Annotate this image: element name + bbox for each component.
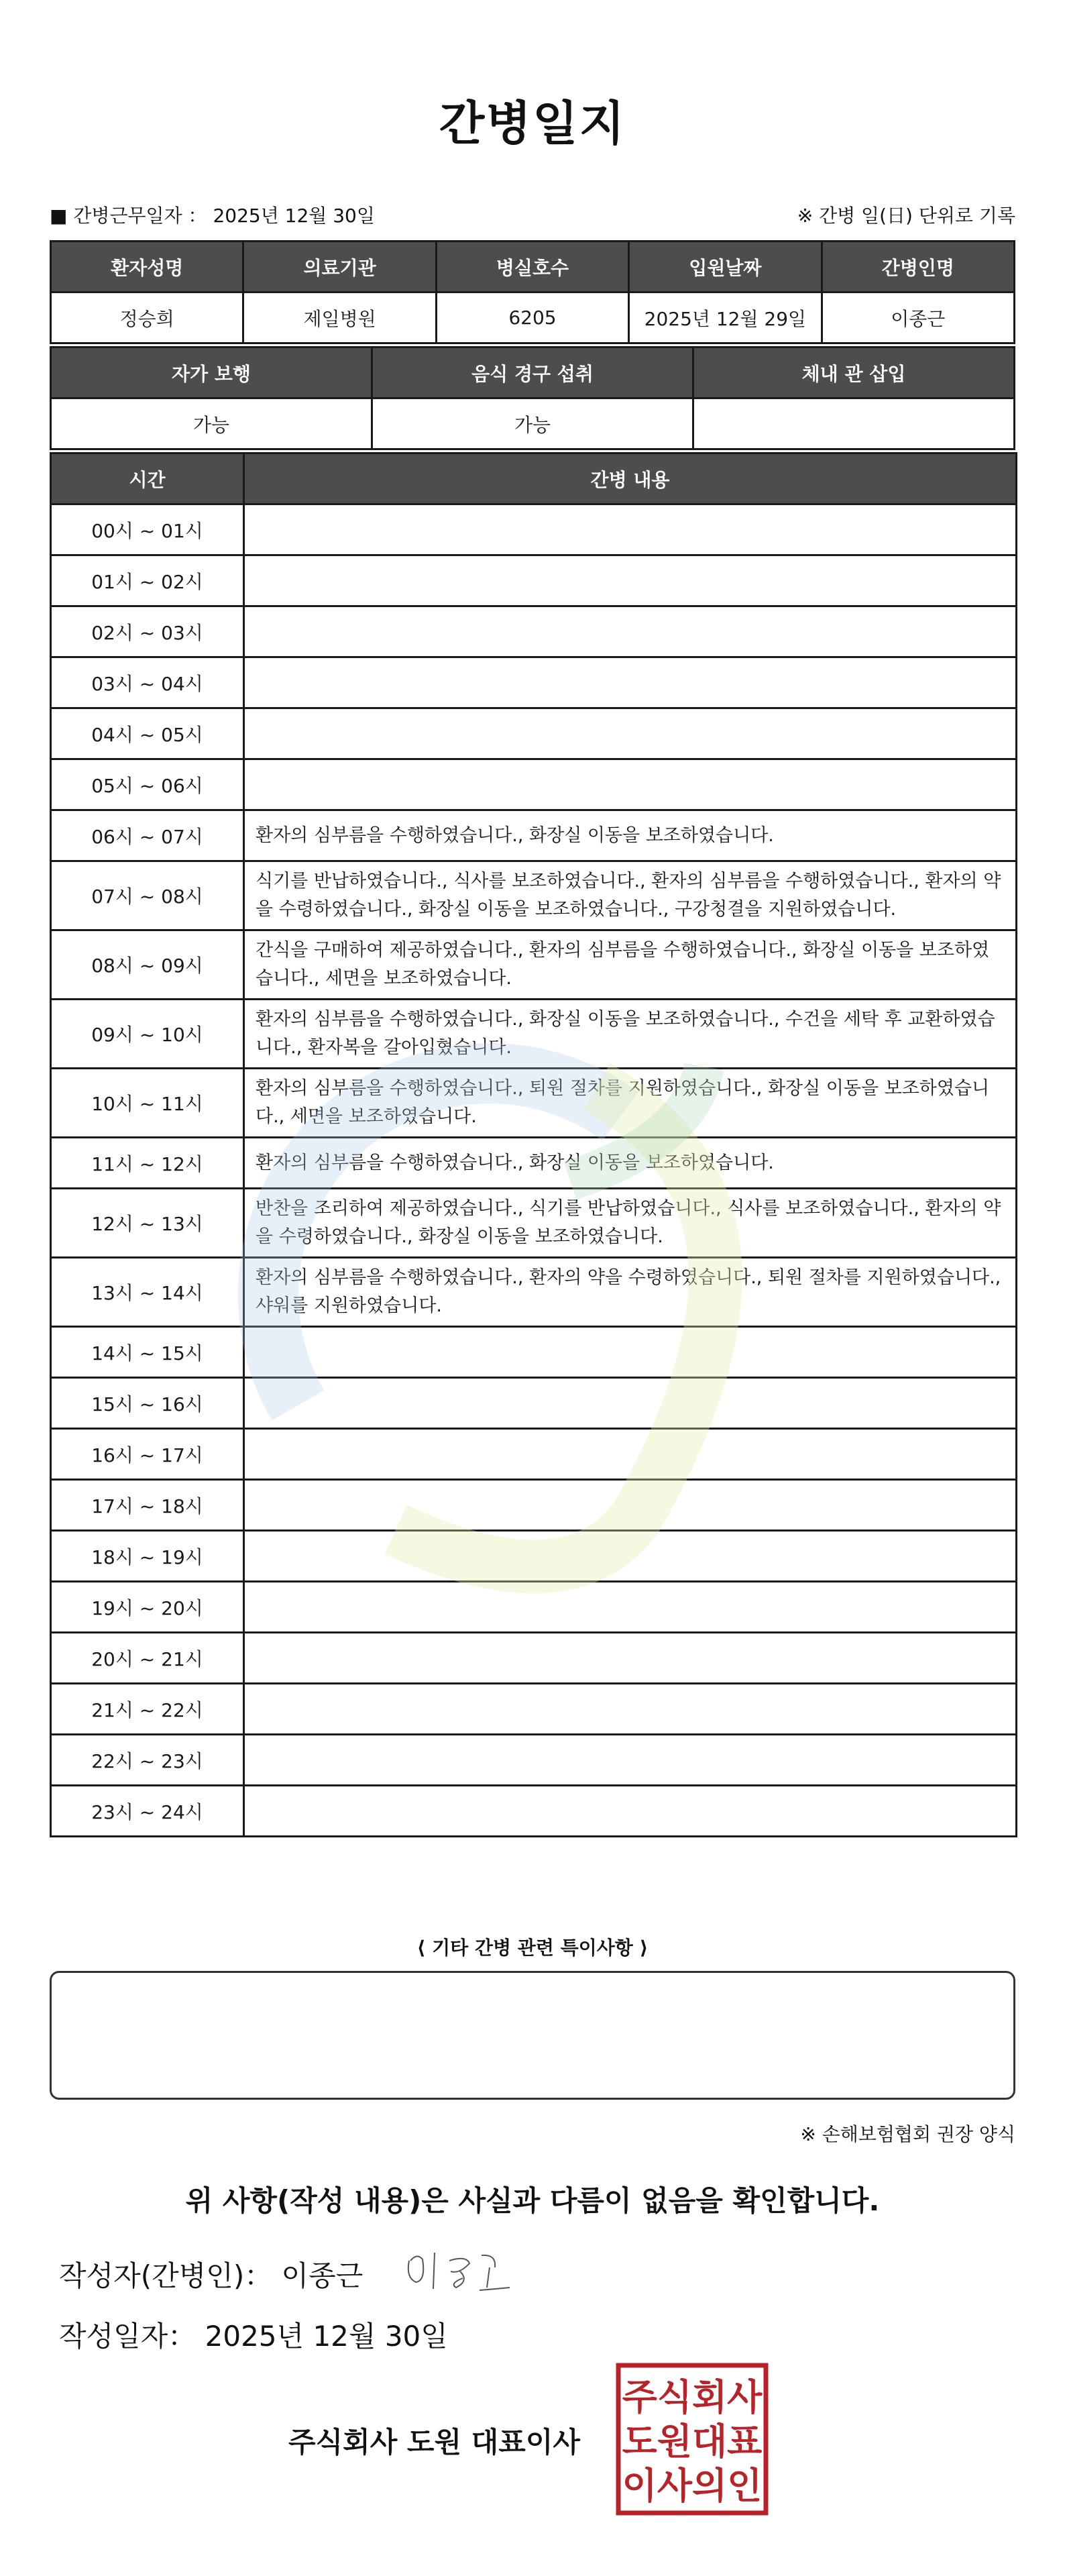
schedule-content: 환자의 심부름을 수행하였습니다., 퇴원 절차를 지원하였습니다., 화장실 이동을 보조하였습니다., 세면을 보조하였습니다.: [244, 1069, 1017, 1138]
schedule-row: [51, 1378, 1017, 1429]
schedule-content: [244, 1735, 1017, 1786]
hospital-value: 제일병원: [243, 292, 436, 343]
schedule-time: 16시 ~ 17시: [51, 1429, 244, 1480]
header-care-content: 간병 내용: [244, 453, 1017, 504]
header-tube: 체내 관 삽입: [693, 347, 1015, 398]
schedule-row: [51, 555, 1017, 606]
schedule-time: 15시 ~ 16시: [51, 1378, 244, 1429]
schedule-row: [51, 708, 1017, 759]
schedule-time: 04시 ~ 05시: [51, 708, 244, 759]
patient-status-table: [50, 346, 1015, 450]
signature: [402, 2241, 516, 2301]
schedule-time: 13시 ~ 14시: [51, 1258, 244, 1327]
schedule-time: 21시 ~ 22시: [51, 1684, 244, 1735]
schedule-time: 09시 ~ 10시: [51, 1000, 244, 1069]
schedule-content: [244, 1531, 1017, 1582]
header-room: 병실호수: [436, 241, 628, 292]
care-schedule-table: [50, 452, 1017, 1837]
unit-note: ※ 간병 일(日) 단위로 기록: [797, 205, 1015, 227]
schedule-time: 20시 ~ 21시: [51, 1633, 244, 1684]
schedule-time: 06시 ~ 07시: [51, 810, 244, 861]
schedule-row: [51, 930, 1017, 1000]
schedule-row: [51, 1684, 1017, 1735]
schedule-row: [51, 1138, 1017, 1189]
schedule-content: [244, 1327, 1017, 1378]
schedule-time: 07시 ~ 08시: [51, 861, 244, 930]
schedule-time: 17시 ~ 18시: [51, 1480, 244, 1531]
oral-intake-value: 가능: [372, 398, 693, 449]
schedule-row: [51, 504, 1017, 555]
schedule-row: [51, 1069, 1017, 1138]
schedule-time: 03시 ~ 04시: [51, 657, 244, 708]
header-admission-date: 입원날짜: [629, 241, 822, 292]
patient-info-table: [50, 240, 1015, 344]
schedule-content: [244, 555, 1017, 606]
schedule-time: 23시 ~ 24시: [51, 1786, 244, 1837]
schedule-row: [51, 1429, 1017, 1480]
confirm-statement: 위 사항(작성 내용)은 사실과 다름이 없음을 확인합니다.: [185, 2184, 880, 2217]
svg-text:주식회사: 주식회사: [622, 2375, 763, 2418]
schedule-time: 11시 ~ 12시: [51, 1138, 244, 1189]
schedule-time: 08시 ~ 09시: [51, 930, 244, 1000]
schedule-row: [51, 657, 1017, 708]
tube-value: [693, 398, 1015, 449]
company-name: 주식회사 도원 대표이사: [288, 2426, 580, 2459]
duty-date: ■ 간병근무일자 ： 2025년 12월 30일: [50, 205, 375, 227]
schedule-row: [51, 1531, 1017, 1582]
schedule-time: 02시 ~ 03시: [51, 606, 244, 657]
schedule-content: 환자의 심부름을 수행하였습니다., 화장실 이동을 보조하였습니다.: [244, 1138, 1017, 1189]
schedule-row: [51, 1633, 1017, 1684]
schedule-row: [51, 1582, 1017, 1633]
schedule-content: 환자의 심부름을 수행하였습니다., 화장실 이동을 보조하였습니다., 수건을 세탁 후 교환하였습니다., 환자복을 갈아입혔습니다.: [244, 1000, 1017, 1069]
schedule-content: 간식을 구매하여 제공하였습니다., 환자의 심부름을 수행하였습니다., 화장실 이동을 보조하였습니다., 세면을 보조하였습니다.: [244, 930, 1017, 1000]
header-patient-name: 환자성명: [51, 241, 243, 292]
schedule-content: [244, 504, 1017, 555]
admission-date-value: 2025년 12월 29일: [629, 292, 822, 343]
schedule-row: [51, 1735, 1017, 1786]
svg-text:도원대표: 도원대표: [622, 2420, 763, 2463]
caregiver-value: 이종근: [822, 292, 1014, 343]
schedule-time: 18시 ~ 19시: [51, 1531, 244, 1582]
schedule-content: [244, 759, 1017, 810]
schedule-row: [51, 759, 1017, 810]
schedule-content: 환자의 심부름을 수행하였습니다., 환자의 약을 수령하였습니다., 퇴원 절차를 지원하였습니다., 샤워를 지원하였습니다.: [244, 1258, 1017, 1327]
schedule-content: [244, 1378, 1017, 1429]
remarks-title: ⟨ 기타 간병 관련 특이사항 ⟩: [416, 1937, 649, 1959]
room-value: 6205: [436, 292, 628, 343]
schedule-content: [244, 657, 1017, 708]
header-hospital: 의료기관: [243, 241, 436, 292]
schedule-row: [51, 1480, 1017, 1531]
schedule-time: 00시 ~ 01시: [51, 504, 244, 555]
header-time: 시간: [51, 453, 244, 504]
header-caregiver: 간병인명: [822, 241, 1014, 292]
schedule-content: [244, 1480, 1017, 1531]
patient-name-value: 정승희: [51, 292, 243, 343]
schedule-row: [51, 1189, 1017, 1258]
schedule-row: [51, 1786, 1017, 1837]
writer-line: 작성자(간병인)： 이종근: [59, 2259, 363, 2292]
schedule-row: [51, 861, 1017, 930]
page-title: 간병일지: [439, 96, 626, 151]
schedule-row: [51, 1327, 1017, 1378]
schedule-time: 14시 ~ 15시: [51, 1327, 244, 1378]
header-walking: 자가 보행: [51, 347, 372, 398]
schedule-content: [244, 1633, 1017, 1684]
walking-value: 가능: [51, 398, 372, 449]
schedule-row: [51, 1000, 1017, 1069]
schedule-content: 환자의 심부름을 수행하였습니다., 화장실 이동을 보조하였습니다.: [244, 810, 1017, 861]
schedule-content: [244, 1786, 1017, 1837]
schedule-time: 05시 ~ 06시: [51, 759, 244, 810]
schedule-row: [51, 810, 1017, 861]
schedule-row: [51, 606, 1017, 657]
schedule-content: [244, 1429, 1017, 1480]
schedule-time: 19시 ~ 20시: [51, 1582, 244, 1633]
recommend-note: ※ 손해보험협회 권장 양식: [800, 2123, 1015, 2145]
company-seal: [614, 2361, 770, 2517]
remarks-box: [50, 1971, 1015, 2100]
schedule-content: 식기를 반납하였습니다., 식사를 보조하였습니다., 환자의 심부름을 수행하였습니다., 환자의 약을 수령하였습니다., 화장실 이동을 보조하였습니다., 구강청결을 지원하였습니다.: [244, 861, 1017, 930]
schedule-content: [244, 708, 1017, 759]
schedule-content: 반찬을 조리하여 제공하였습니다., 식기를 반납하였습니다., 식사를 보조하였습니다., 환자의 약을 수령하였습니다., 화장실 이동을 보조하였습니다.: [244, 1189, 1017, 1258]
header-oral-intake: 음식 경구 섭취: [372, 347, 693, 398]
schedule-time: 12시 ~ 13시: [51, 1189, 244, 1258]
schedule-time: 01시 ~ 02시: [51, 555, 244, 606]
schedule-content: [244, 1582, 1017, 1633]
schedule-content: [244, 1684, 1017, 1735]
schedule-content: [244, 606, 1017, 657]
svg-text:이사의인: 이사의인: [622, 2464, 763, 2507]
schedule-time: 10시 ~ 11시: [51, 1069, 244, 1138]
write-date: 작성일자： 2025년 12월 30일: [59, 2320, 448, 2353]
schedule-time: 22시 ~ 23시: [51, 1735, 244, 1786]
schedule-row: [51, 1258, 1017, 1327]
